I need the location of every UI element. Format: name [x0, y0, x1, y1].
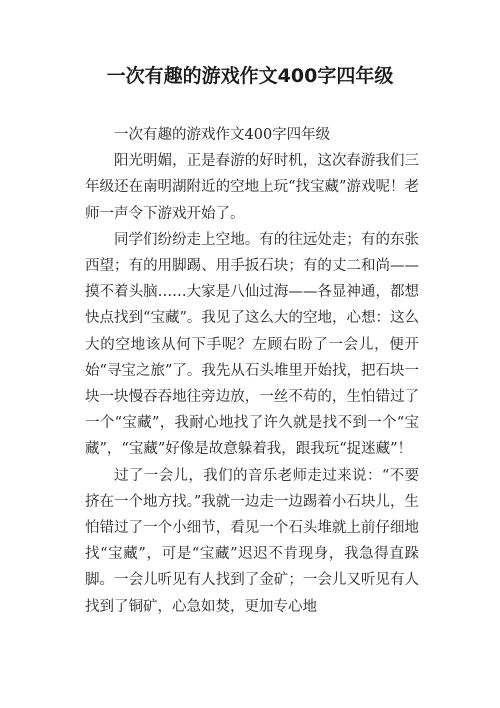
document-title: 一次有趣的游戏作文400字四年级: [106, 65, 394, 87]
paragraph-1: 阳光明媚，正是春游的好时机，这次春游我们三年级还在南明湖附近的空地上玩“找宝藏”游戏呢！老师一声令下游戏开始了。: [85, 153, 419, 222]
paragraph-2: 同学们纷纷走上空地。有的往远处走；有的东张西望；有的用脚踢、用手扳石块；有的丈二和尚——摸不着头脑……大家是八仙过海——各显神通，都想快点找到“宝藏”。我见了这么大的空地，心想：这么大的空地该从何下手呢？左顾右盼了一会儿，便开始“寻宝之旅”了。我先从石头堆里开始找，把石块一块一块慢吞吞地往旁边放，一丝不苟的，生怕错过了一个“宝藏”，我耐心地找了许久就是找不到一个“宝藏”，“宝藏”好像是故意躲着我，跟我玩“捉迷藏”！: [85, 231, 419, 458]
paragraph-subtitle: 一次有趣的游戏作文400字四年级: [114, 127, 331, 143]
paragraph-3: 过了一会儿，我们的音乐老师走过来说：“不要挤在一个地方找。”我就一边走一边踢着小石块儿，生怕错过了一个小细节，看见一个石头堆就上前仔细地找“宝藏”，可是“宝藏”迟迟不肯现身，我急得直跺脚。一会儿听见有人找到了金矿；一会儿又听见有人找到了铜矿，心急如焚，更加专心地: [85, 467, 419, 615]
document-body: [85, 122, 419, 620]
